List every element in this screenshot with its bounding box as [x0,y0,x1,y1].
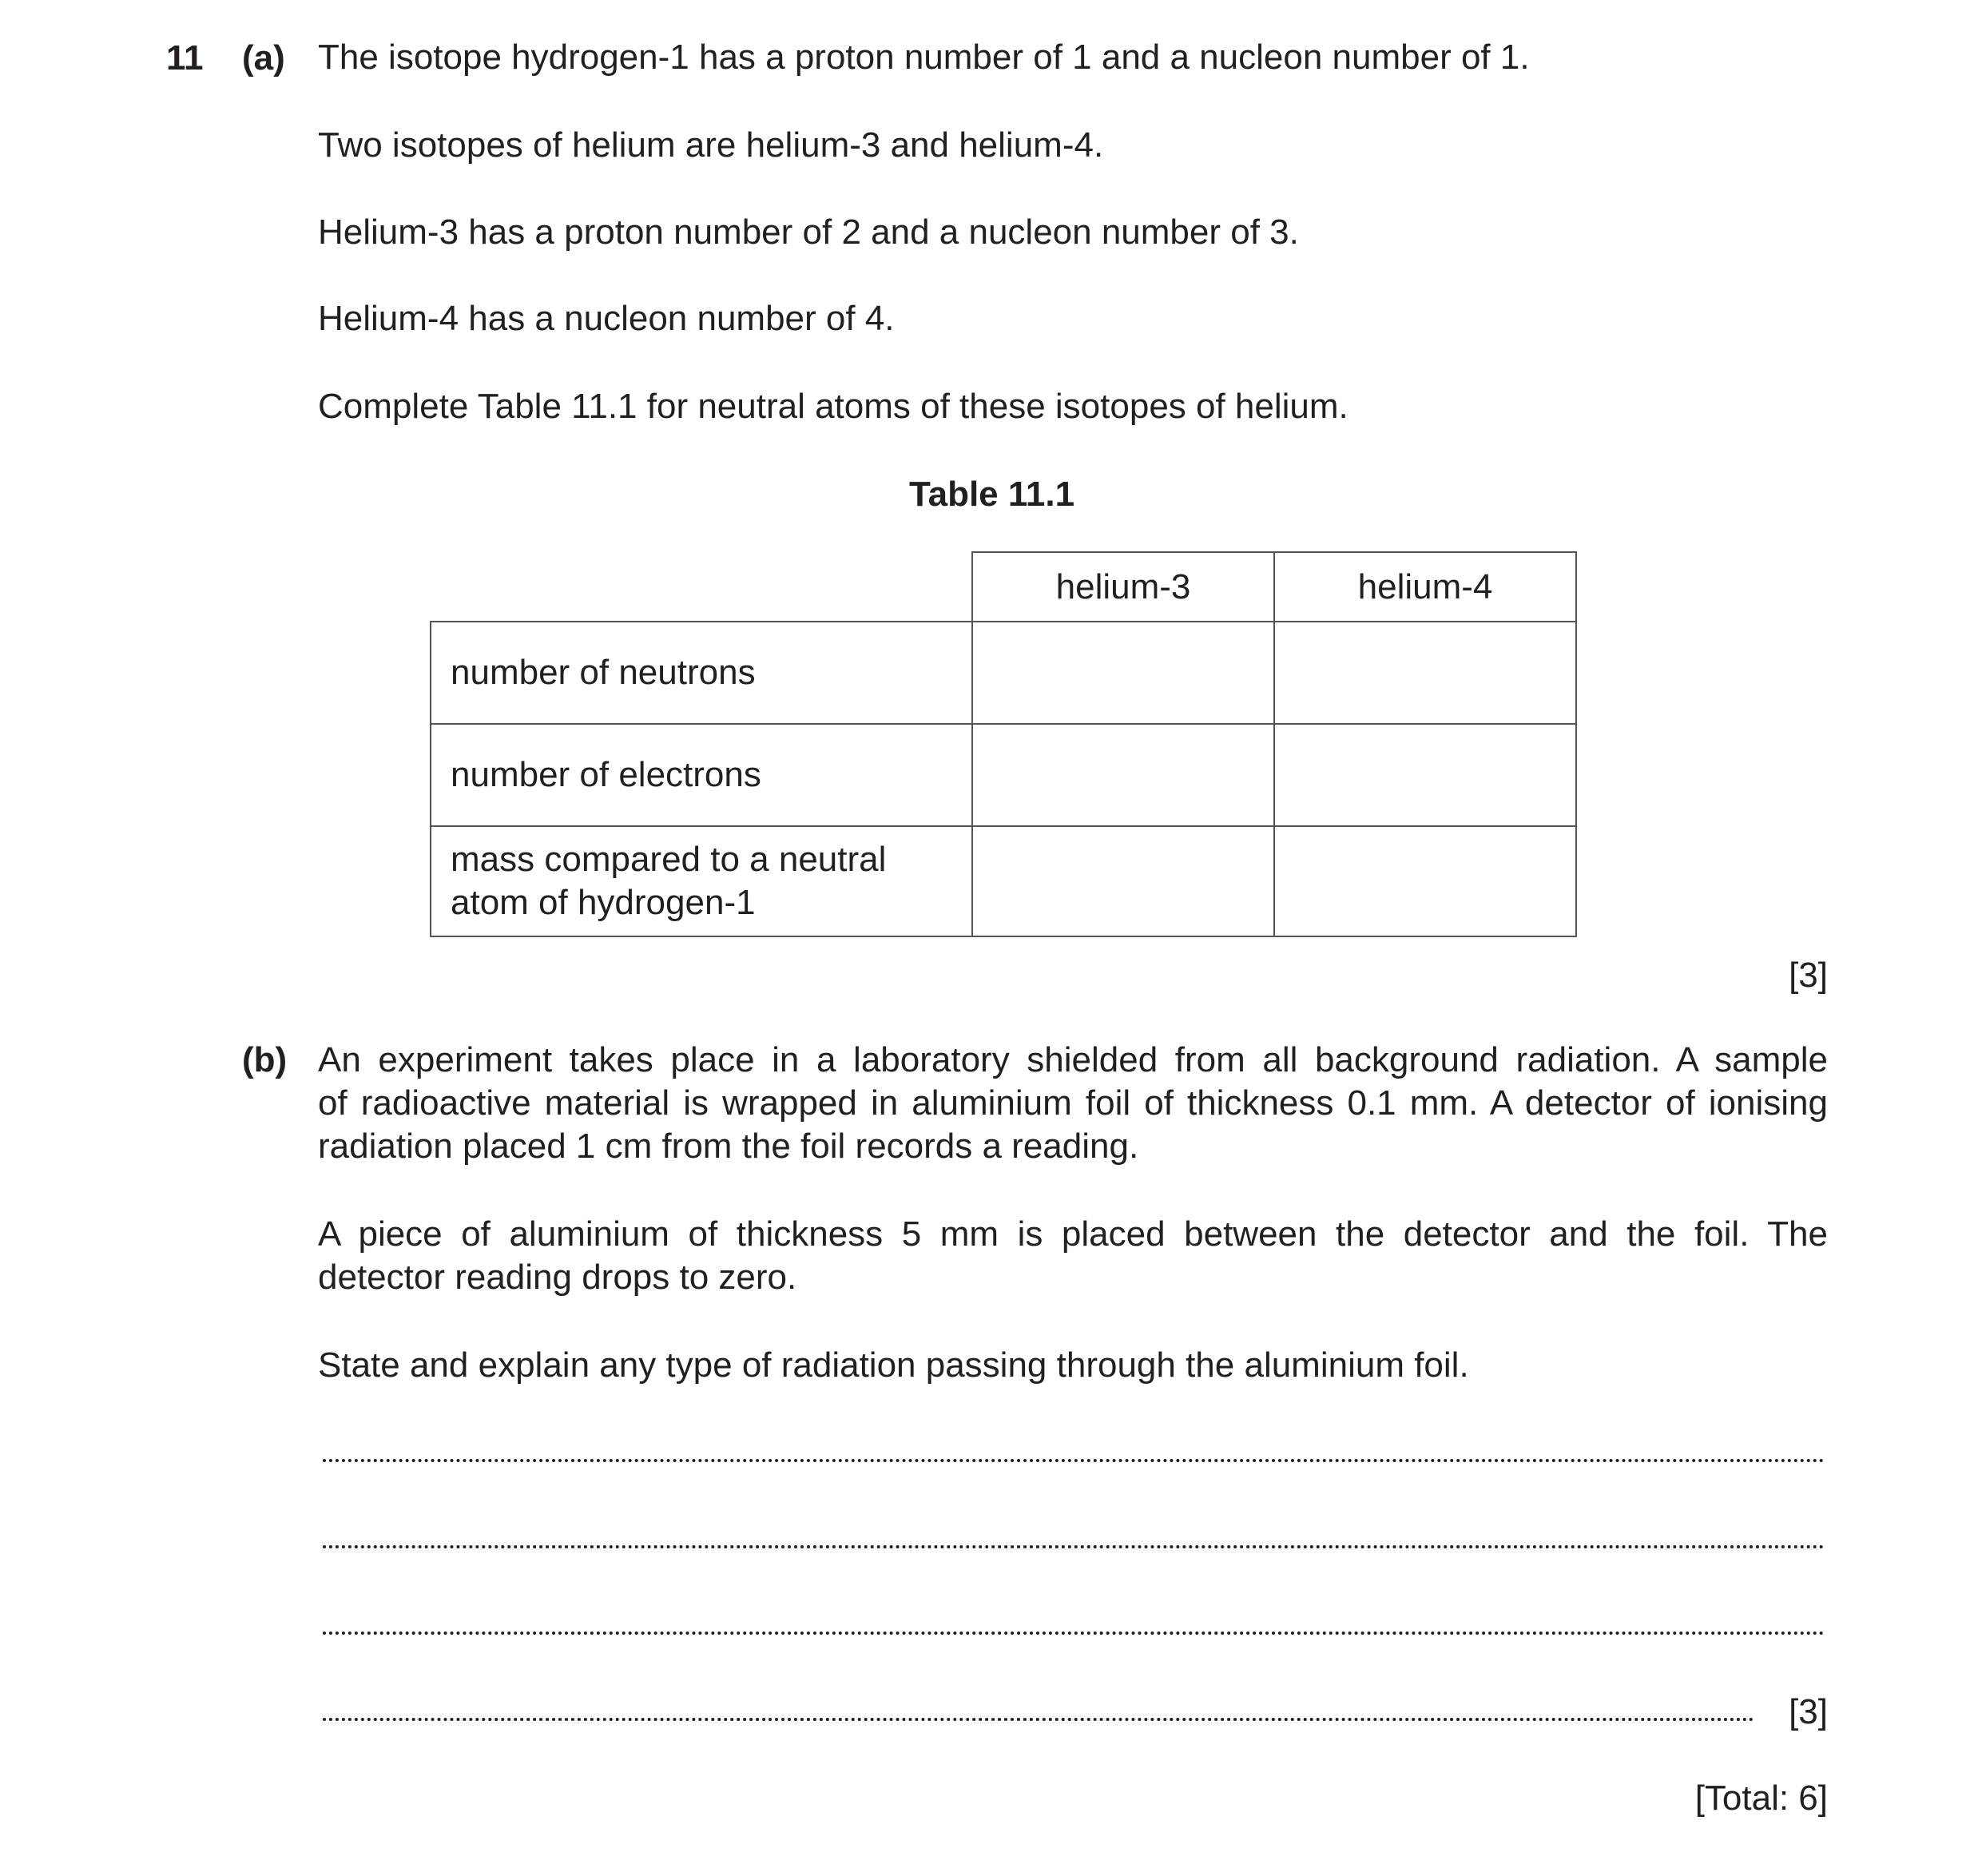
answer-cell-helium-3-mass[interactable] [972,826,1274,936]
row-label-neutrons: number of neutrons [431,622,972,724]
part-a-marks: [3] [1789,956,1828,995]
part-b-label: (b) [242,1040,288,1079]
part-b-para2-line-2: detector reading drops to zero. [318,1258,797,1297]
table-title: Table 11.1 [909,475,1075,514]
part-a-label: (a) [242,38,285,78]
part-a-instruction: Complete Table 11.1 for neutral atoms of these isotopes of helium. [318,387,1348,426]
part-b-para1-line-1: An experiment takes place in a laboratory shielded from all background radiation. A sample [318,1040,1828,1079]
part-b-instruction: State and explain any type of radiation passing through the aluminium foil. [318,1345,1469,1385]
table-header-row [431,552,1576,622]
table-corner [431,552,972,622]
row-label-mass-line-2: atom of hydrogen-1 [451,883,756,922]
total-marks: [Total: 6] [1694,1779,1828,1818]
answer-cell-helium-4-electrons[interactable] [1274,724,1576,826]
column-header-helium-3: helium-3 [972,552,1274,622]
row-label-mass-line-1: mass compared to a neutral [451,840,887,879]
part-b-marks: [3] [1789,1692,1828,1731]
column-header-helium-4: helium-4 [1274,552,1576,622]
table-row-neutrons [431,622,1576,724]
part-a-line-1: The isotope hydrogen-1 has a proton number of 1 and a nucleon number of 1. [318,38,1530,77]
row-label-electrons: number of electrons [431,724,972,826]
table-row-electrons [431,724,1576,826]
answer-cell-helium-4-neutrons[interactable] [1274,622,1576,724]
answer-line-1[interactable] [323,1459,1825,1462]
answer-line-4[interactable] [323,1718,1754,1721]
answer-cell-helium-3-neutrons[interactable] [972,622,1274,724]
answer-cell-helium-4-mass[interactable] [1274,826,1576,936]
part-b-para1-line-3: radiation placed 1 cm from the foil records a reading. [318,1127,1139,1166]
isotope-table [430,551,1577,937]
table-row-mass [431,826,1576,936]
part-a-line-2: Two isotopes of helium are helium-3 and helium-4. [318,125,1104,165]
part-b-para2-line-1: A piece of aluminium of thickness 5 mm is placed between the detector and the foil. The [318,1214,1828,1254]
part-b-paragraph-2 [318,1213,1828,1299]
part-a-line-3: Helium-3 has a proton number of 2 and a nucleon number of 3. [318,213,1299,252]
answer-line-3[interactable] [323,1632,1825,1635]
answer-line-2[interactable] [323,1545,1825,1548]
part-a-line-4: Helium-4 has a nucleon number of 4. [318,299,895,338]
answer-cell-helium-3-electrons[interactable] [972,724,1274,826]
part-b-paragraph-1 [318,1039,1828,1168]
question-number: 11 [166,38,204,78]
part-b-para1-line-2: of radioactive material is wrapped in aluminium foil of thickness 0.1 mm. A detector of ionising [318,1083,1828,1123]
row-label-mass [431,826,972,936]
